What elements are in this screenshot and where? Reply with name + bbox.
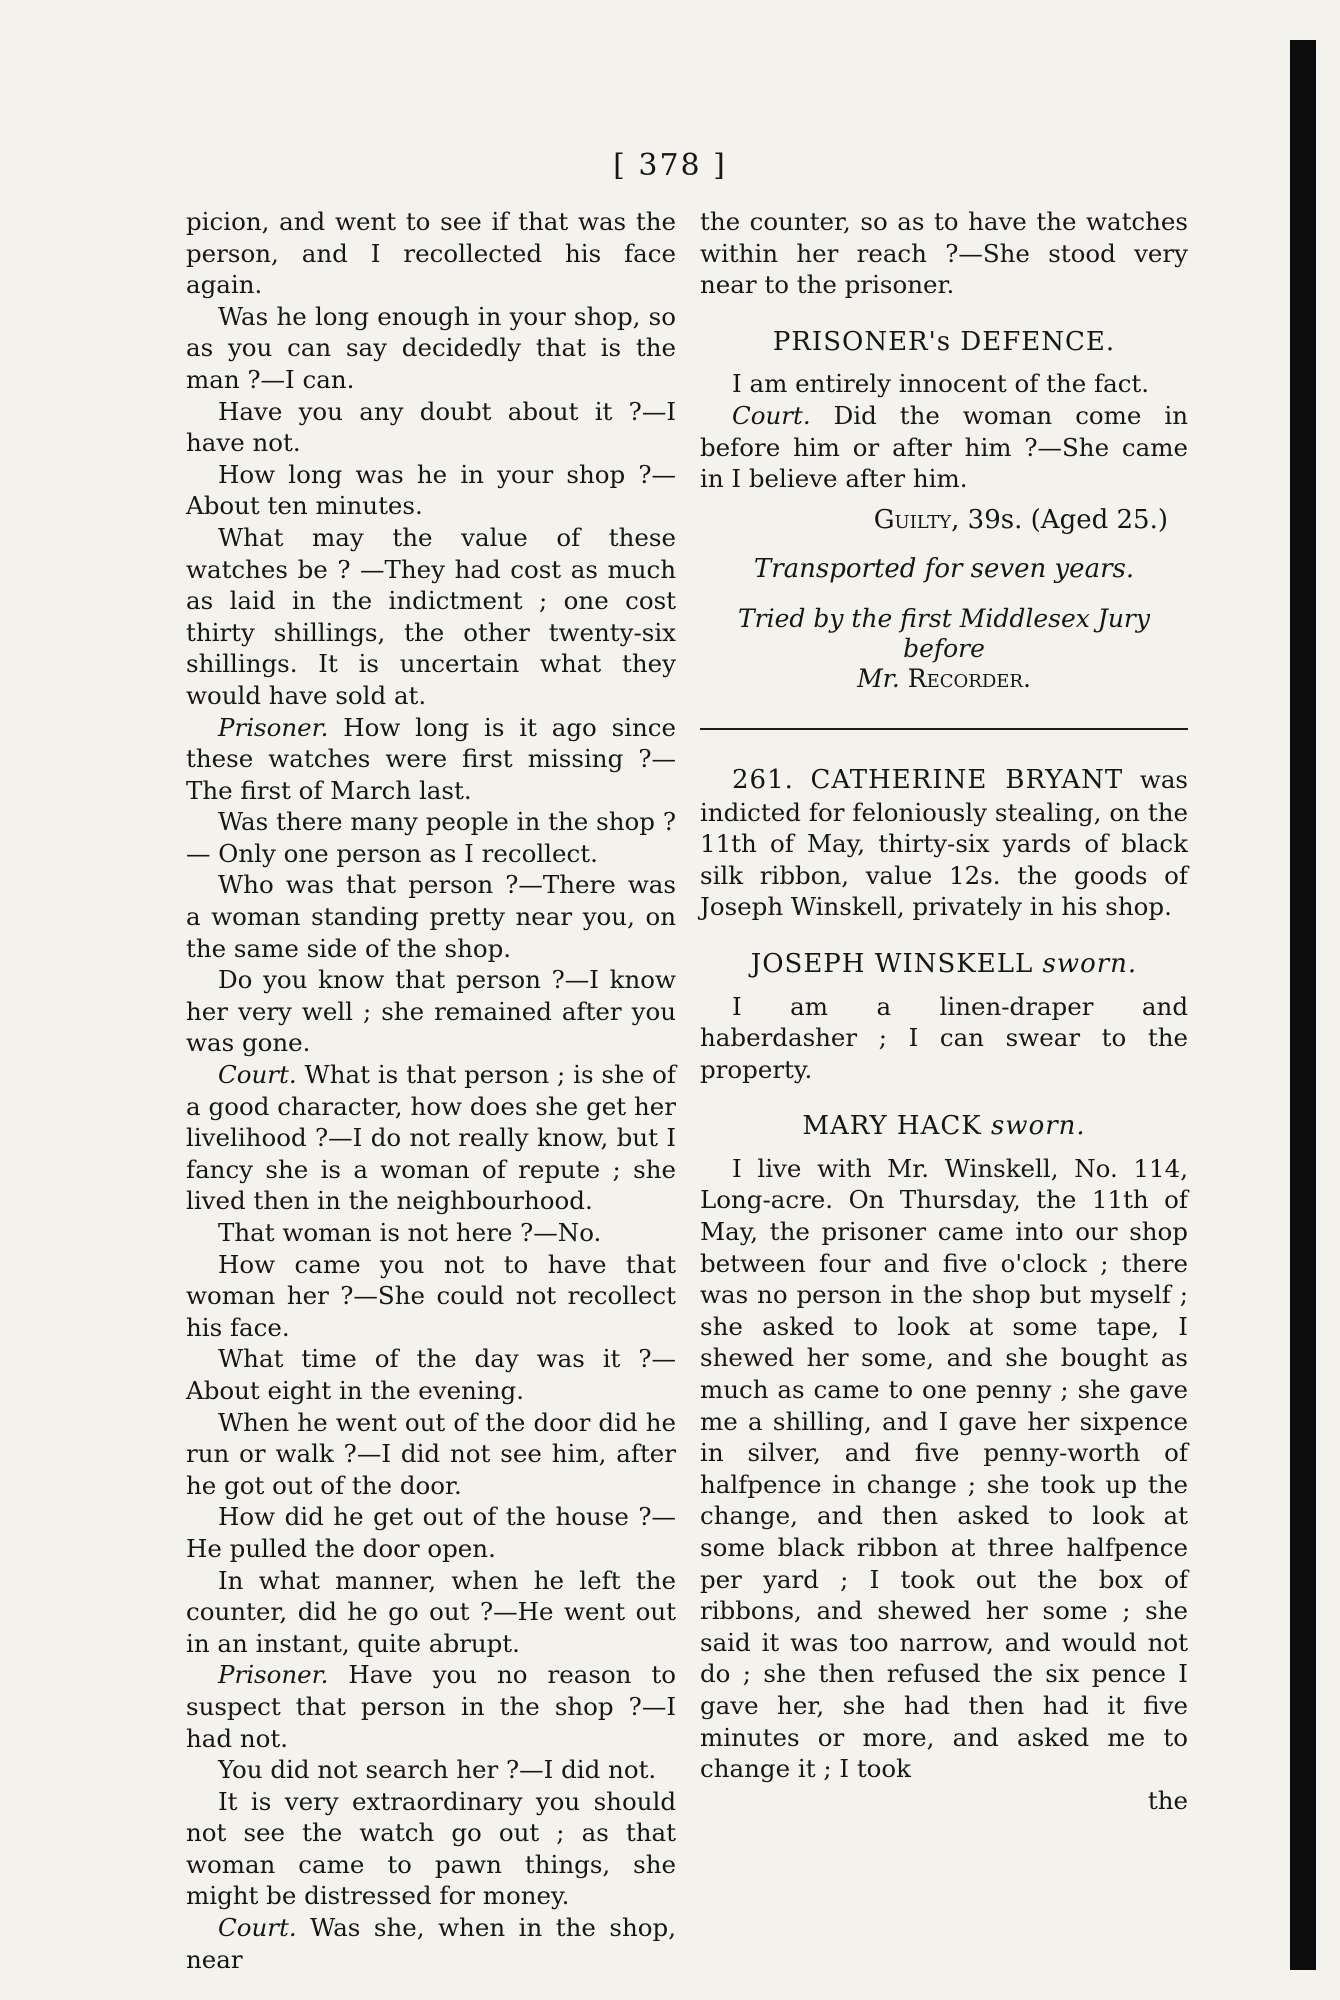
witness-heading-winskell (700, 949, 1188, 981)
testimony-paragraph (186, 1249, 676, 1344)
section-divider (700, 728, 1188, 730)
witness-testimony-winskell: I am a linen-draper and haberdasher ; I can swear to the property. (700, 991, 1188, 1084)
testimony-paragraph (186, 1343, 676, 1406)
tried-mr: Mr. (857, 663, 900, 693)
paragraph-text: Was he long enough in your shop, so as you can say decidedly that is the man ?—I can. (186, 301, 676, 394)
testimony-paragraph (186, 459, 676, 522)
page-number: [ 378 ] (613, 148, 727, 183)
paragraph-text: In what manner, when he left the counter, did he go out ?—He went out in an instant, quite abrupt. (186, 1565, 676, 1658)
paragraph-text: picion, and went to see if that was the person, and I recollected his face again. (186, 207, 676, 300)
left-column (186, 206, 676, 1975)
paragraph-text: Have you any doubt about it ?—I have not. (186, 396, 676, 458)
testimony-paragraph (186, 206, 676, 301)
testimony-paragraph (186, 806, 676, 869)
paragraph-text: Was there many people in the shop ?— Only one person as I recollect. (186, 807, 676, 868)
case-defendant: CATHERINE BRYANT (810, 764, 1124, 795)
binding-edge (1290, 40, 1316, 1970)
paragraph-text: How long was he in your shop ?—About ten minutes. (186, 459, 676, 521)
witness-heading-hack (700, 1111, 1188, 1143)
verdict (700, 505, 1168, 537)
sentence: Transported for seven years. (753, 554, 1135, 585)
paragraph-text: Have you no reason to suspect that person in the shop ?—I had not. (186, 1660, 676, 1753)
testimony-paragraph (186, 1501, 676, 1564)
testimony-paragraph (186, 396, 676, 459)
testimony-paragraph (186, 712, 676, 807)
tried-by (700, 604, 1188, 694)
verdict-word: Guilty, (873, 504, 960, 535)
witness-testimony-hack: I live with Mr. Winskell, No. 114, Long-acre. On Thursday, the 11th of May, the prisoner came into our shop between four and five o'clock ; there was no person in the shop but myself ; she asked to look at some tape, I shewed her some, and she bought as much as came to one penny ; she gave me a shilling, and I gave her sixpence in silver, and five penny-worth of halfpence in change ; she took up the change, and then asked to look at some black ribbon at three halfpence per yard ; I took out the box of ribbons, and shewed her some ; she said it was too narrow, and would not do ; she then refused the six pence I gave her, she had then had it five minutes or more, and asked me to change it ; I took (700, 1153, 1188, 1784)
paragraph-text: What time of the day was it ?—About eight in the evening. (186, 1344, 676, 1405)
testimony-paragraph (186, 522, 676, 712)
paragraph-text: Did the woman come in before him or after him ?—She came in I believe after him. (700, 400, 1188, 494)
witness-name: MARY HACK (802, 1111, 982, 1142)
paragraph-text: What is that person ; is she of a good character, how does she get her livelihood ?—I do not really know, but I fancy she is a woman of repute ; she lived then in the neighbourhood. (186, 1060, 676, 1216)
speaker-label: Court. (218, 1913, 297, 1943)
tried-line: Tried by the first Middlesex Jury before (737, 603, 1151, 663)
witness-sworn: sworn. (1042, 948, 1138, 979)
case-paragraph (700, 764, 1188, 923)
case-number: 261. (732, 764, 794, 795)
paragraph-text: I am entirely innocent of the fact. (732, 369, 1150, 399)
right-column (700, 206, 1188, 1816)
paragraph-text: When he went out of the door did he run or walk ?—I did not see him, after he got out of the door. (186, 1407, 676, 1500)
speaker-label: Court. (732, 400, 811, 430)
case-text: was indicted for feloniously stealing, on the 11th of May, thirty-six yards of black silk ribbon, value 12s. the goods of Joseph Winskell, privately in his shop. (700, 764, 1188, 922)
witness-sworn: sworn. (990, 1111, 1086, 1142)
testimony-paragraph (186, 1565, 676, 1660)
verdict-detail: 39s. (Aged 25.) (959, 504, 1168, 535)
paragraph-text: How did he get out of the house ?—He pulled the door open. (186, 1502, 676, 1563)
paragraph-text: You did not search her ?—I did not. (218, 1755, 657, 1785)
witness-name: JOSEPH WINSKELL (750, 948, 1034, 979)
paragraph-text: Who was that person ?—There was a woman standing pretty near you, on the same side of the shop. (186, 870, 676, 963)
paragraph-text: How came you not to have that woman her ?—She could not recollect his face. (186, 1249, 676, 1342)
defence-block (700, 368, 1188, 494)
defence-heading: PRISONER's DEFENCE. (772, 326, 1116, 357)
testimony-paragraph (186, 301, 676, 396)
testimony-paragraph (186, 1659, 676, 1754)
paragraph-text: What may the value of these watches be ? —They had cost as much as laid in the indictment ; one cost thirty shillings, the other twenty-six shillings. It is uncertain what they would have sold at. (186, 522, 676, 710)
testimony-paragraph (186, 1217, 676, 1249)
testimony-paragraph (186, 869, 676, 964)
continuation-paragraph: the counter, so as to have the watches within her reach ?—She stood very near to the prisoner. (700, 207, 1188, 300)
paragraph-text: It is very extraordinary you should not see the watch go out ; as that woman came to pawn things, she might be distressed for money. (186, 1786, 676, 1911)
paragraph-text: How long is it ago since these watches were first missing ?—The first of March last. (186, 712, 676, 805)
testimony-paragraph (186, 1754, 676, 1786)
testimony-paragraph (186, 1786, 676, 1912)
tried-recorder: Recorder. (907, 663, 1031, 693)
speaker-label: Prisoner. (218, 712, 329, 742)
paragraph-text: Do you know that person ?—I know her very well ; she remained after you was gone. (186, 965, 676, 1058)
testimony-paragraph (186, 1407, 676, 1502)
speaker-label: Court. (218, 1060, 297, 1090)
speaker-label: Prisoner. (218, 1660, 329, 1690)
paragraph-text: Was she, when in the shop, near (186, 1913, 676, 1974)
testimony-paragraph (700, 400, 1188, 495)
paragraph-text: That woman is not here ?—No. (218, 1218, 602, 1247)
testimony-paragraph (186, 964, 676, 1059)
testimony-paragraph (186, 1912, 676, 1975)
testimony-paragraph (700, 368, 1188, 400)
testimony-paragraph (186, 1059, 676, 1217)
catchword: the (1147, 1785, 1188, 1815)
